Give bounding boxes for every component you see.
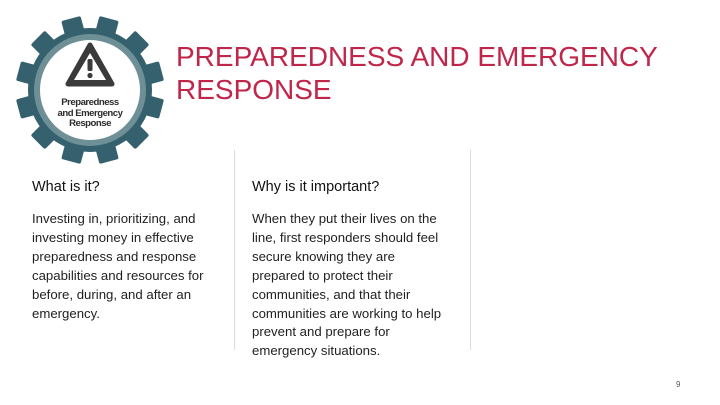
body-line: capabilities and resources for [32,267,204,283]
body-line: communities are working to help [252,305,442,321]
why-important-column [252,178,464,361]
body-line: before, during, and after an [32,286,192,302]
body-line: emergency. [32,305,100,321]
logo-label-line: and Emergency [57,107,123,119]
body-line: prevent and prepare for [252,324,390,340]
page-number: 9 [676,380,681,389]
preparedness-logo [14,14,166,166]
column-divider [234,150,235,350]
body-line: emergency situations. [252,343,381,359]
body-line: preparedness and response [32,248,197,264]
column-body [252,210,464,361]
body-line: line, first responders should feel [252,229,439,245]
column-body [32,210,228,323]
slide-title-line: PREPAREDNESS AND EMERGENCY [176,41,658,72]
body-line: investing money in effective [32,229,194,245]
what-is-it-column [32,178,228,323]
body-line: prepared to protect their [252,267,393,283]
logo-label-line: Response [69,118,111,129]
logo-label-line: Preparedness [61,97,119,108]
column-heading: Why is it important? [252,179,380,195]
gear-icon [14,14,166,166]
body-line: secure knowing they are [252,248,395,264]
column-heading: What is it? [32,179,100,195]
slide-title [176,40,696,106]
body-line: Investing in, prioritizing, and [32,211,196,226]
slide-title-line: RESPONSE [176,74,332,105]
column-divider [470,150,471,350]
body-line: When they put their lives on the [252,211,437,226]
body-line: communities, and that their [252,286,411,302]
logo-label [44,98,136,130]
